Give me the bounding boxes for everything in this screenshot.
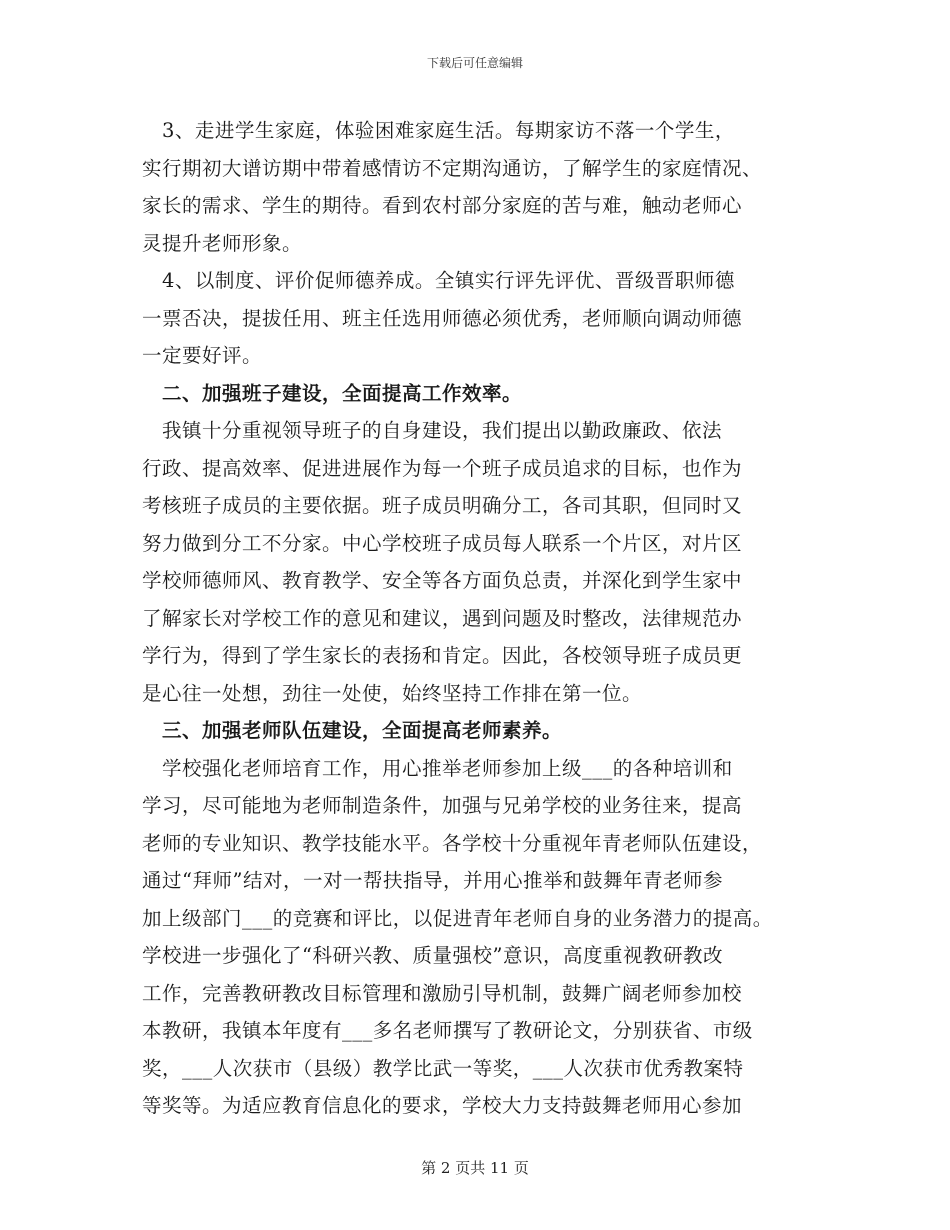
text-line: 等奖等。为适应教育信息化的要求，学校大力支持鼓舞老师用心参加 xyxy=(142,1094,743,1117)
text-line: 一定要好评。 xyxy=(142,344,263,367)
text-line: 考核班子成员的主要依据。班子成员明确分工，各司其职，但同时又 xyxy=(142,494,743,517)
document-body xyxy=(142,112,832,1125)
text-line: 通过“拜师”结对，一对一帮扶指导，并用心推举和鼓舞年青老师参 xyxy=(142,869,723,892)
section-heading: 二、加强班子建设，全面提高工作效率。 xyxy=(142,381,523,405)
text-line: 一票否决，提拔任用、班主任选用师德必须优秀，老师顺向调动师德 xyxy=(142,306,743,330)
text-line: 家长的需求、学生的期待。看到农村部分家庭的苦与难，触动老师心 xyxy=(142,194,743,217)
text-line: 我镇十分重视领导班子的自身建设，我们提出以勤政廉政、依法 xyxy=(142,419,723,442)
text-line: 学校强化老师培育工作，用心推举老师参加上级___的各种培训和 xyxy=(142,756,733,780)
text-line: 本教研，我镇本年度有___多名老师撰写了教研论文，分别获省、市级 xyxy=(142,1019,753,1042)
page-footer: 第 2 页共 11 页 xyxy=(421,1159,529,1177)
text-line: 老师的专业知识、教学技能水平。各学校十分重视年青老师队伍建设， xyxy=(142,831,763,855)
text-line: 行政、提高效率、促进进展作为每一个班子成员追求的目标，也作为 xyxy=(142,456,743,480)
text-line: 3、走进学生家庭，体验困难家庭生活。每期家访不落一个学生， xyxy=(142,119,735,142)
text-line: 了解家长对学校工作的意见和建议，遇到问题及时整改，法律规范办 xyxy=(142,606,743,630)
text-line: 奖，___人次获市（县级）教学比武一等奖，___人次获市优秀教案特 xyxy=(142,1056,744,1080)
text-line: 灵提升老师形象。 xyxy=(142,231,303,255)
page-header: 下载后可任意编辑 xyxy=(426,56,523,70)
text-line: 学行为，得到了学生家长的表扬和肯定。因此，各校领导班子成员更 xyxy=(142,644,743,667)
text-line: 学校师德师风、教育教学、安全等各方面负总责，并深化到学生家中 xyxy=(142,569,743,592)
text-line: 是心往一处想，劲往一处使，始终坚持工作排在第一位。 xyxy=(142,681,643,705)
text-line: 工作，完善教研教改目标管理和激励引导机制，鼓舞广阔老师参加校 xyxy=(142,981,743,1005)
text-line: 加上级部门___的竞赛和评比，以促进青年老师自身的业务潜力的提高。 xyxy=(142,906,773,930)
text-line: 学校进一步强化了“科研兴教、质量强校”意识，高度重视教研教改 xyxy=(142,944,723,967)
section-heading: 三、加强老师队伍建设，全面提高老师素养。 xyxy=(142,719,563,742)
text-line: 实行期初大谱访期中带着感情访不定期沟通访，了解学生的家庭情况、 xyxy=(142,156,763,180)
text-line: 4、以制度、评价促师德养成。全镇实行评先评优、晋级晋职师德 xyxy=(142,269,735,292)
text-line: 努力做到分工不分家。中心学校班子成员每人联系一个片区，对片区 xyxy=(142,531,743,555)
text-line: 学习，尽可能地为老师制造条件，加强与兄弟学校的业务往来，提高 xyxy=(142,794,743,817)
